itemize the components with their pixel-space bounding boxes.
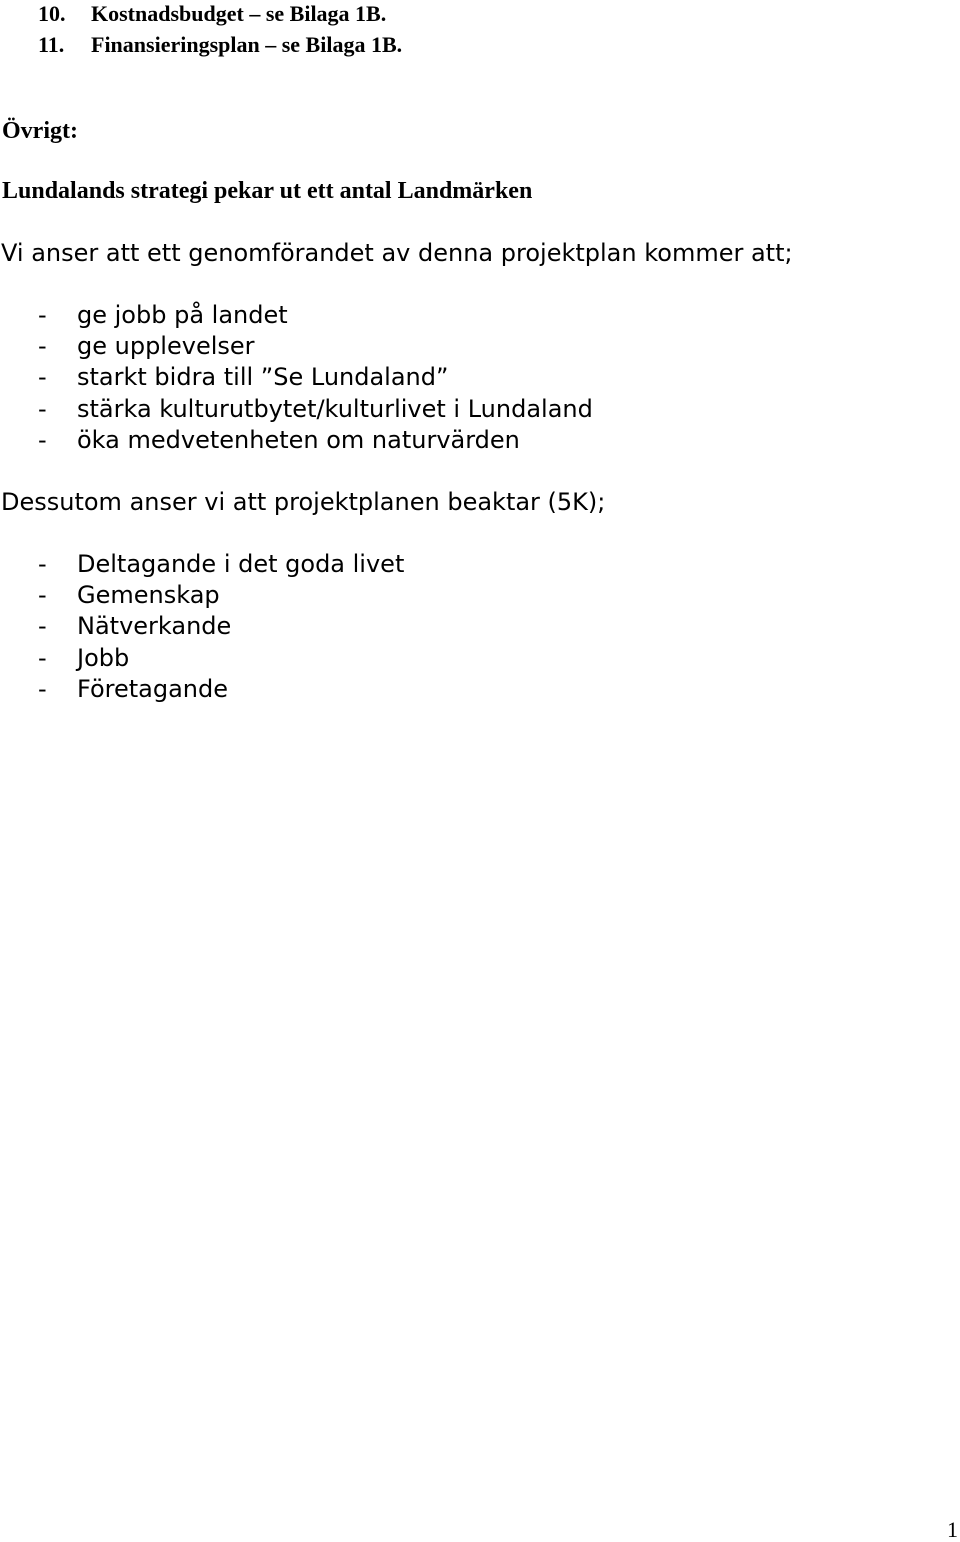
bullet-dash: - [38, 644, 47, 672]
bullet-dash: - [38, 612, 47, 640]
list-item-text: Deltagande i det goda livet [77, 550, 405, 578]
list-item-text: ge upplevelser [77, 332, 255, 360]
bullet-dash: - [38, 426, 47, 454]
list-item-text: Nätverkande [77, 612, 232, 640]
list-item [38, 428, 520, 452]
list-item [38, 365, 448, 389]
bullet-dash: - [38, 550, 47, 578]
fivek-intro: Dessutom anser vi att projektplanen beaktar (5K); [1, 488, 606, 516]
list-item-text: stärka kulturutbytet/kulturlivet i Lundaland [77, 395, 593, 423]
list-item-text: Jobb [77, 644, 130, 672]
bullet-dash: - [38, 581, 47, 609]
bullet-dash: - [38, 301, 47, 329]
item-number: 11. [38, 32, 65, 57]
item-number: 10. [38, 1, 66, 26]
numbered-item [38, 3, 386, 25]
list-item-text: öka medvetenheten om naturvärden [77, 426, 520, 454]
list-item-text: Gemenskap [77, 581, 220, 609]
bullet-dash: - [38, 395, 47, 423]
item-text: Kostnadsbudget – se Bilaga 1B. [91, 1, 387, 26]
intro-text: Vi anser att ett genomförandet av denna projektplan kommer att; [1, 239, 793, 267]
list-item [38, 303, 288, 327]
list-item [38, 334, 255, 358]
list-item [38, 614, 231, 638]
item-text: Finansieringsplan – se Bilaga 1B. [91, 32, 403, 57]
bullet-dash: - [38, 332, 47, 360]
list-item-text: ge jobb på landet [77, 301, 288, 329]
list-item-text: starkt bidra till ”Se Lundaland” [77, 363, 449, 391]
list-item [38, 646, 129, 670]
list-item [38, 677, 228, 701]
bullet-dash: - [38, 675, 47, 703]
numbered-item [38, 34, 402, 56]
list-item-text: Företagande [77, 675, 229, 703]
bullet-dash: - [38, 363, 47, 391]
list-item [38, 397, 593, 421]
strategy-heading: Lundalands strategi pekar ut ett antal Landmärken [2, 178, 533, 204]
list-item [38, 583, 220, 607]
page-number: 1 [947, 1517, 958, 1542]
section-heading: Övrigt: [2, 118, 78, 144]
list-item [38, 552, 404, 576]
